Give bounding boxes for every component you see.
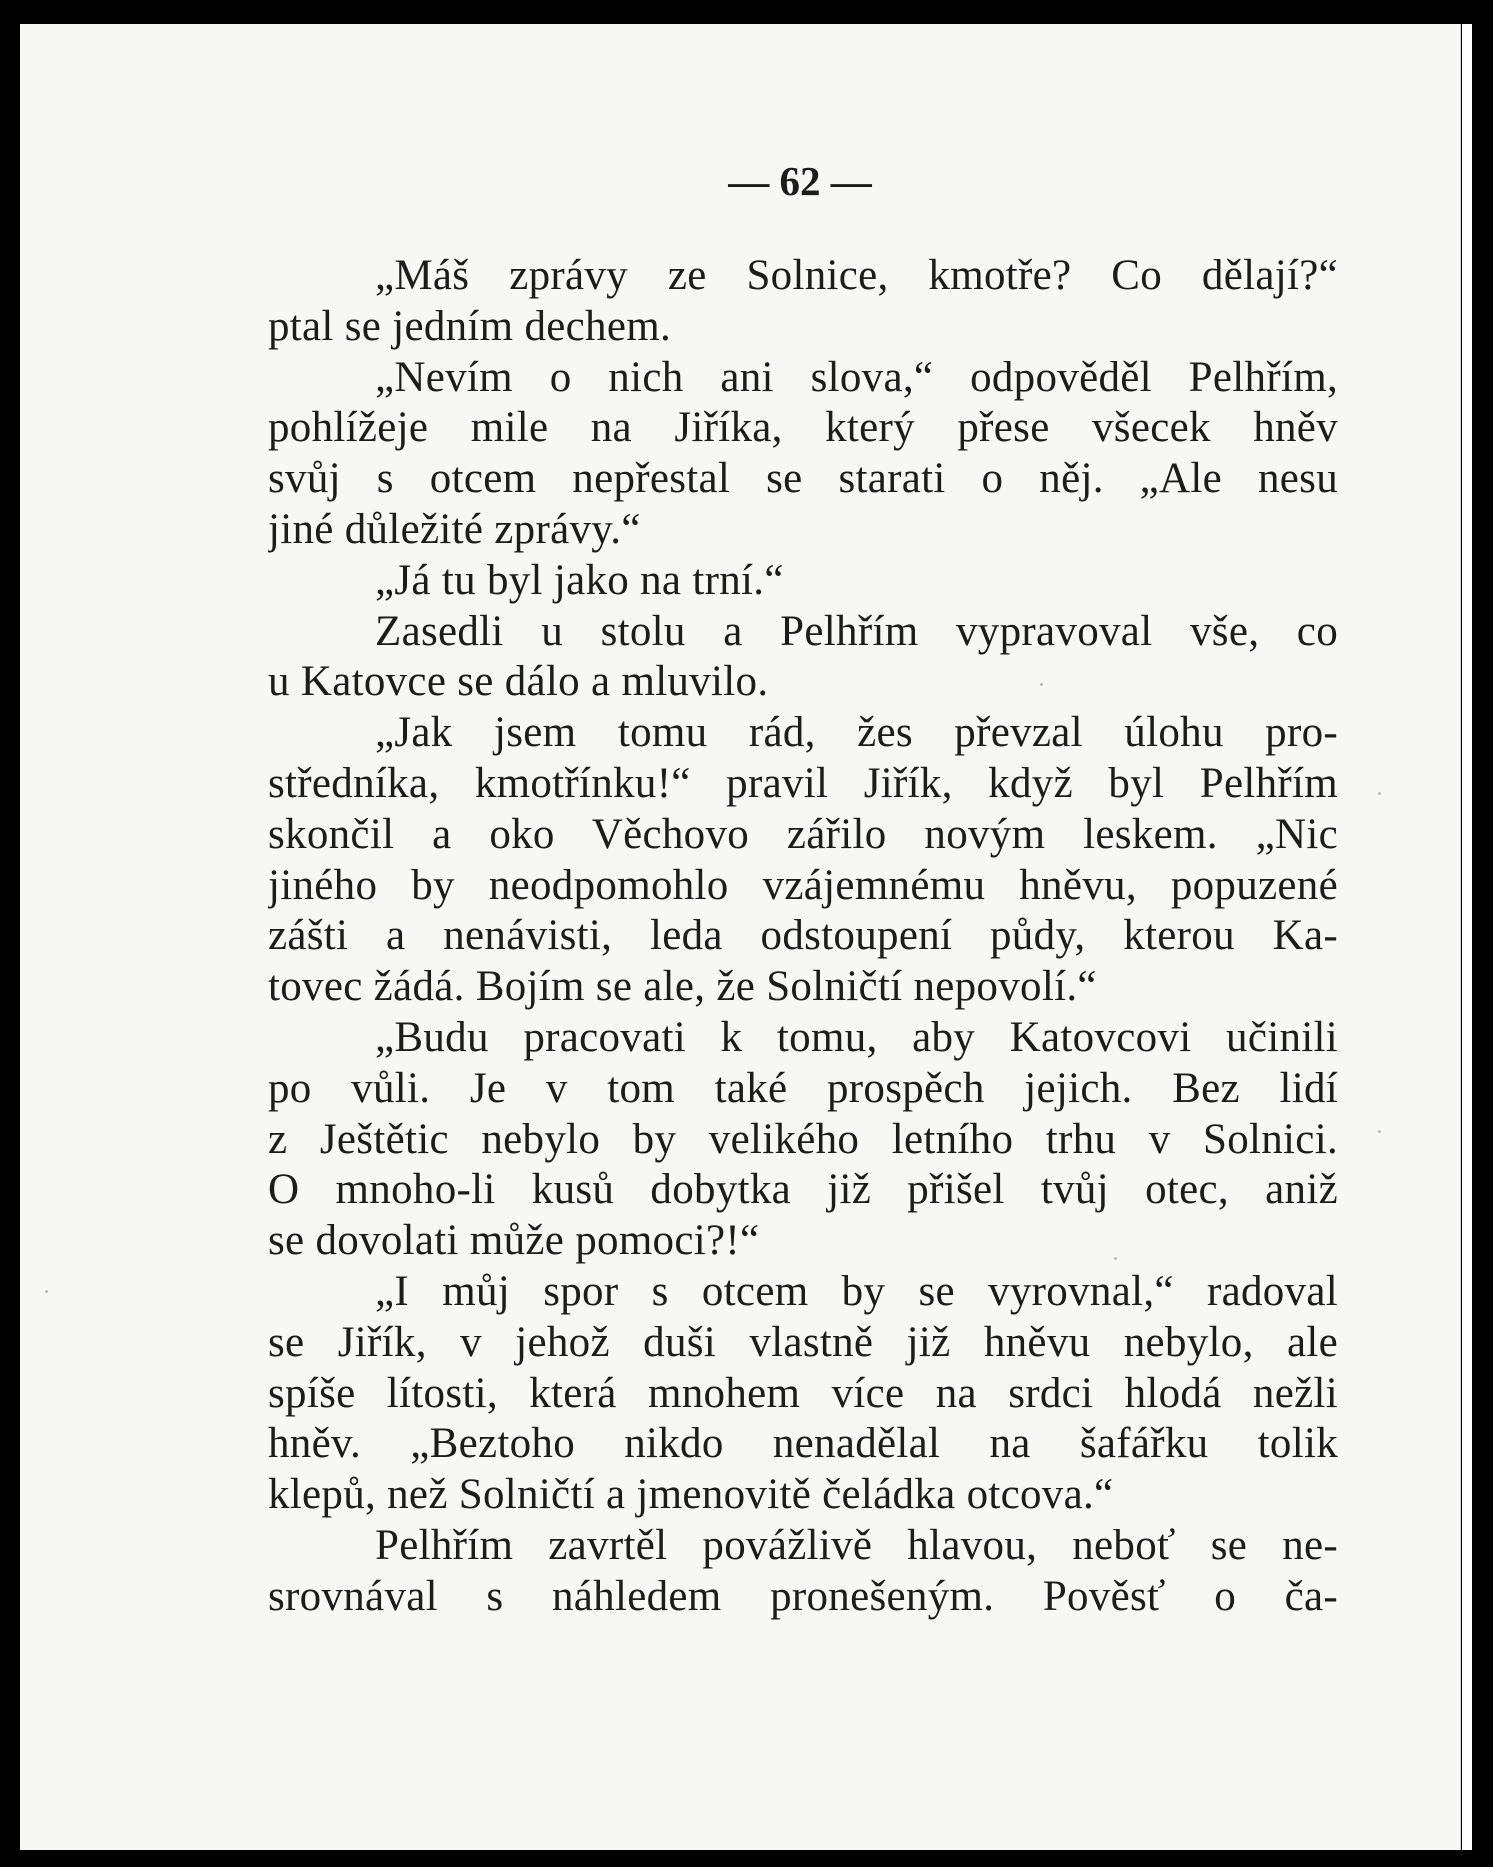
text-line: „Budu pracovati k tomu, aby Katovcovi učinili [375,1013,1338,1061]
scan-speck [45,1290,48,1293]
text-line: hněv. „Beztoho nikdo nenadělal na šafářku tolik [268,1420,1338,1468]
text-line: „Já tu byl jako na trní.“ [375,556,784,604]
text-line: klepů, než Solničtí a jmenovitě čeládka otcova.“ [268,1471,1114,1519]
body-text [268,251,1338,1623]
text-line: pohlížeje mile na Jiříka, který přese všecek hněv [268,404,1338,452]
scan-speck [1378,1130,1381,1133]
text-line: spíše lítosti, která mnohem více na srdci hlodá nežli [268,1369,1338,1417]
scan-speck [1378,792,1381,795]
text-line: O mnoho-li kusů dobytka již přišel tvůj otec, aniž [268,1166,1338,1214]
page-number: — 62 — [728,158,872,204]
page-edge [1462,24,1472,1850]
text-line: z Ještětic nebylo by velikého letního trhu v Solnici. [268,1115,1338,1163]
text-line: „I můj spor s otcem by se vyrovnal,“ radoval [375,1267,1338,1315]
text-line: Pelhřím zavrtěl povážlivě hlavou, neboť se ne- [375,1521,1338,1569]
text-line: zášti a nenávisti, leda odstoupení půdy, kterou Ka- [268,912,1338,960]
text-line: po vůli. Je v tom také prospěch jejich. Bez lidí [268,1064,1338,1112]
text-line: svůj s otcem nepřestal se starati o něj. „Ale nesu [268,455,1338,503]
text-line: tovec žádá. Bojím se ale, že Solničtí nepovolí.“ [268,963,1097,1011]
text-line: jiné důležité zprávy.“ [268,505,641,553]
text-line: srovnával s náhledem pronešeným. Pověsť o ča- [268,1572,1338,1620]
text-line: skončil a oko Věchovo zářilo novým leskem. „Nic [268,810,1338,858]
text-line: se dovolati může pomoci?!“ [268,1217,760,1265]
text-line: ptal se jedním dechem. [268,302,672,350]
text-line: Zasedli u stolu a Pelhřím vypravoval vše, co [375,607,1338,655]
text-line: jiného by neodpomohlo vzájemnému hněvu, popuzené [268,861,1338,909]
text-line: „Máš zprávy ze Solnice, kmotře? Co dělají?“ [375,252,1338,299]
text-line: „Nevím o nich ani slova,“ odpověděl Pelhřím, [375,353,1338,401]
scan-speck [1040,683,1043,686]
text-line: se Jiřík, v jehož duši vlastně již hněvu nebylo, ale [268,1318,1338,1366]
text-line: u Katovce se dálo a mluvilo. [268,658,769,706]
text-line: středníka, kmotřínku!“ pravil Jiřík, když byl Pelhřím [268,759,1338,807]
text-line: „Jak jsem tomu rád, žes převzal úlohu pro- [375,709,1338,757]
scan-speck [1114,1257,1117,1260]
